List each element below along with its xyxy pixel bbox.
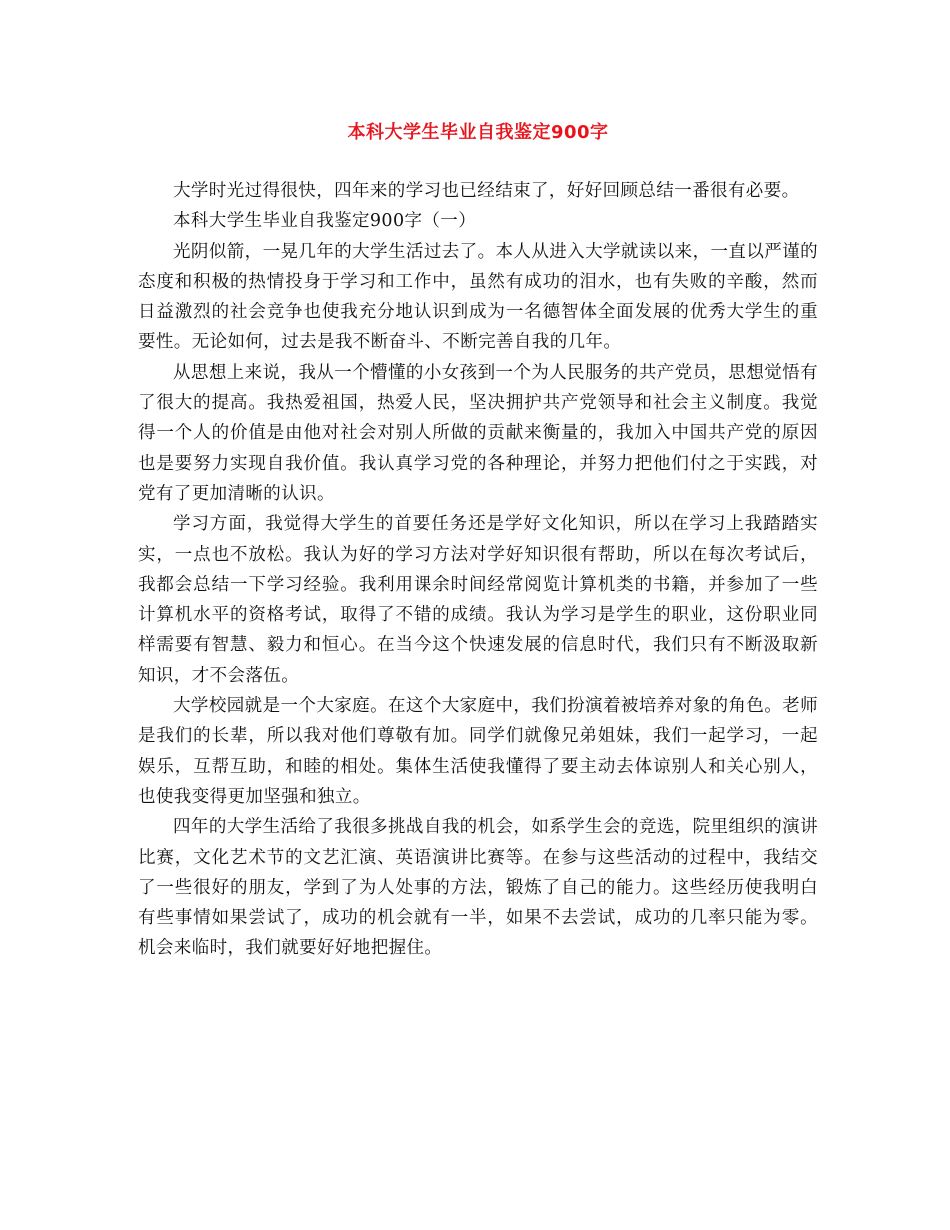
document-page xyxy=(138,108,818,964)
section-heading: 本科大学生毕业自我鉴定900字（一） xyxy=(173,211,477,232)
paragraph-overview: 光阴似箭，一晃几年的大学生活过去了。本人从进入大学就读以来，一直以严谨的态度和积极的热情投身于学习和工作中，虽然有成功的泪水，也有失败的辛酸，然而日益激烈的社会竞争也使我充分地认识到成为一名德智体全面发展的优秀大学生的重要性。无论如何，过去是我不断奋斗、不断完善自我的几年。 xyxy=(138,241,818,353)
document-title: 本科大学生毕业自我鉴定900字 xyxy=(347,122,609,143)
paragraph-ideology: 从思想上来说，我从一个懵懂的小女孩到一个为人民服务的共产党员，思想觉悟有了很大的提高。我热爱祖国，热爱人民，坚决拥护共产党领导和社会主义制度。我觉得一个人的价值是由他对社会对别人所做的贡献来衡量的，我加入中国共产党的原因也是要努力实现自我价值。我认真学习党的各种理论，并努力把他们付之于实践，对党有了更加清晰的认识。 xyxy=(138,362,818,504)
paragraph-campus-life: 大学校园就是一个大家庭。在这个大家庭中，我们扮演着被培养对象的角色。老师是我们的长辈，所以我对他们尊敬有加。同学们就像兄弟姐妹，我们一起学习，一起娱乐，互帮互助，和睦的相处。集体生活使我懂得了要主动去体谅别人和关心别人，也使我变得更加坚强和独立。 xyxy=(138,696,818,807)
intro-paragraph: 大学时光过得很快，四年来的学习也已经结束了，好好回顾总结一番很有必要。 xyxy=(173,181,800,201)
paragraph-study: 学习方面，我觉得大学生的首要任务还是学好文化知识，所以在学习上我踏踏实实，一点也不放松。我认为好的学习方法对学好知识很有帮助，所以在每次考试后，我都会总结一下学习经验。我利用课余时间经常阅览计算机类的书籍，并参加了一些计算机水平的资格考试，取得了不错的成绩。我认为学习是学生的职业，这份职业同样需要有智慧、毅力和恒心。在当今这个快速发展的信息时代，我们只有不断汲取新知识，才不会落伍。 xyxy=(138,514,818,686)
paragraph-activities: 四年的大学生活给了我很多挑战自我的机会，如系学生会的竞选，院里组织的演讲比赛，文化艺术节的文艺汇演、英语演讲比赛等。在参与这些活动的过程中，我结交了一些很好的朋友，学到了为人处事的方法，锻炼了自己的能力。这些经历使我明白有些事情如果尝试了，成功的机会就有一半，如果不去尝试，成功的几率只能为零。机会来临时，我们就要好好地把握住。 xyxy=(138,817,818,959)
